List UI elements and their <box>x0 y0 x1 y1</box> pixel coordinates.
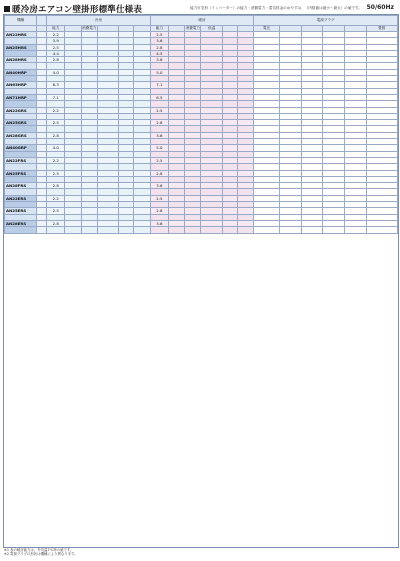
spec-cell <box>169 227 185 233</box>
spec-cell: 2.5 <box>47 208 65 214</box>
page-title: 暖冷房エアコン壁掛形標準仕様表 <box>4 3 142 15</box>
model-cell: AN25HRS <box>5 44 37 50</box>
col-voltage: 電圧 <box>254 26 280 32</box>
spec-cell: 4.5 <box>150 50 168 56</box>
spec-cell: 2.8 <box>150 208 168 214</box>
spec-cell <box>238 227 254 233</box>
col-cool-capacity: 能力 <box>47 26 65 32</box>
spec-cell: 2.2 <box>47 107 65 113</box>
group-power: 電源プラグ <box>254 16 398 26</box>
spec-cell <box>344 227 366 233</box>
group-heating: 暖房 <box>150 16 254 26</box>
model-cell: AN40GRP <box>5 145 37 151</box>
spec-cell <box>65 227 81 233</box>
spec-cell: 2.8 <box>47 57 65 63</box>
spec-cell <box>301 227 323 233</box>
col-heat-capacity: 能力 <box>150 26 168 32</box>
spec-table-body <box>5 32 398 234</box>
model-cell: AN40HRP <box>5 69 37 75</box>
spec-cell: 2.8 <box>150 120 168 126</box>
spec-cell: 2.5 <box>47 44 65 50</box>
model-cell: AN22FRS <box>5 157 37 163</box>
spec-cell: 6.3 <box>47 82 65 88</box>
spec-cell: 8.5 <box>150 94 168 100</box>
model-cell: AN22HRS <box>5 32 37 38</box>
model-cell <box>5 227 37 233</box>
spec-cell: 2.5 <box>47 170 65 176</box>
model-cell: AN71HRP <box>5 94 37 100</box>
spec-cell: 3.6 <box>150 183 168 189</box>
col-heat-power: 消費電力 <box>185 26 201 31</box>
spec-cell: 5.0 <box>150 145 168 151</box>
spec-cell <box>323 227 345 233</box>
spec-cell <box>134 227 150 233</box>
col-size: 畳数 <box>366 26 397 32</box>
spec-cell <box>150 227 168 233</box>
spec-table <box>4 15 398 234</box>
spec-cell: 3.6 <box>150 220 168 226</box>
spec-cell <box>201 227 223 233</box>
spec-cell: 4.0 <box>47 69 65 75</box>
spec-cell <box>37 227 47 233</box>
spec-cell <box>185 227 201 233</box>
spec-cell: 3.6 <box>150 57 168 63</box>
frequency-label: 50/60Hz <box>366 4 394 11</box>
model-cell: AN25FRS <box>5 170 37 176</box>
spec-cell <box>223 227 238 233</box>
spec-cell: 3.9 <box>47 38 65 44</box>
spec-cell: 2.2 <box>47 195 65 201</box>
spec-cell: 4.4 <box>47 50 65 56</box>
group-cooling: 冷房 <box>47 16 151 26</box>
footnote: ※1 表の暖房能力は、外気温7℃時の値です。 <box>4 548 74 552</box>
spec-cell <box>81 227 97 233</box>
col-cool-power: 消費電力 <box>82 26 97 31</box>
spec-cell: 5.0 <box>150 69 168 75</box>
spec-cell <box>254 227 280 233</box>
model-cell: AN25GRS <box>5 120 37 126</box>
spec-cell: 2.5 <box>150 32 168 38</box>
spec-cell: 3.6 <box>150 38 168 44</box>
spec-cell: 2.2 <box>47 32 65 38</box>
spec-cell: 2.5 <box>47 120 65 126</box>
table-row <box>5 227 398 233</box>
spec-cell: 2.8 <box>47 183 65 189</box>
col-model: 機種 <box>5 16 37 26</box>
spec-cell: 2.8 <box>47 132 65 138</box>
spec-cell: 2.2 <box>47 157 65 163</box>
model-cell: AN28GRS <box>5 132 37 138</box>
footnote: ※2 電源プラグの形状は機種により異なります。 <box>4 552 78 557</box>
spec-cell: 3.6 <box>150 132 168 138</box>
header-note: 能力可変形（インバーター）の能力・消費電力・電気料金のめやすは、（内数値は最小～最大）の値です。 <box>190 6 362 10</box>
spec-cell <box>47 227 65 233</box>
spec-cell: 2.8 <box>150 170 168 176</box>
spec-table-container <box>3 14 399 548</box>
spec-cell: 7.1 <box>150 82 168 88</box>
spec-cell <box>366 227 397 233</box>
model-cell: AN28ERS <box>5 220 37 226</box>
model-cell: AN28HRS <box>5 57 37 63</box>
spec-cell: 2.5 <box>150 195 168 201</box>
model-cell: AN22GRS <box>5 107 37 113</box>
spec-cell: 7.1 <box>47 94 65 100</box>
spec-cell: 2.5 <box>150 157 168 163</box>
spec-cell: 2.8 <box>150 44 168 50</box>
footnotes <box>4 548 396 557</box>
spec-cell: 2.8 <box>47 220 65 226</box>
spec-cell <box>97 227 119 233</box>
spec-cell: 2.5 <box>150 107 168 113</box>
col-low-temp: 低温 <box>201 26 223 32</box>
model-cell: AN63HRP <box>5 82 37 88</box>
spec-cell <box>280 227 302 233</box>
model-cell: AN25ERS <box>5 208 37 214</box>
model-cell: AN28FRS <box>5 183 37 189</box>
model-cell: AN22ERS <box>5 195 37 201</box>
spec-cell <box>119 227 134 233</box>
spec-cell: 4.0 <box>47 145 65 151</box>
